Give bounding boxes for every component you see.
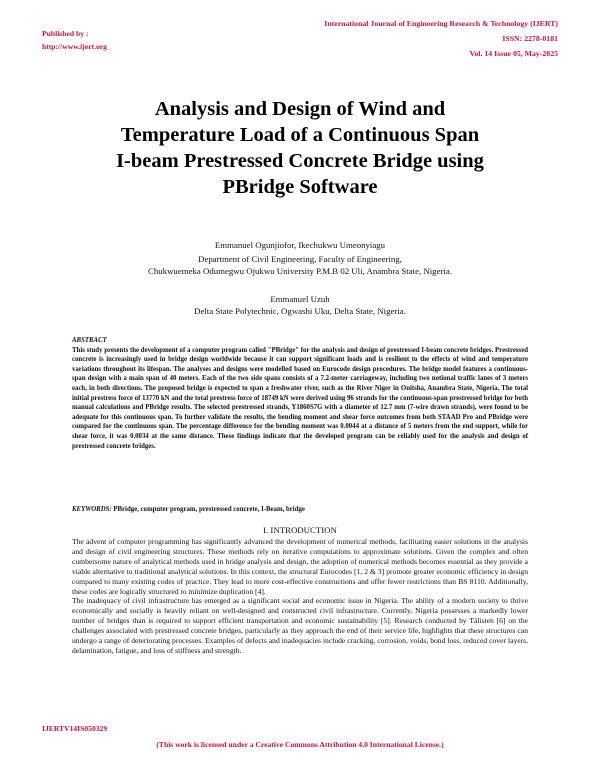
author-university-2: Delta State Polytechnic, Ogwashi Uku, Delta State, Nigeria. <box>194 306 406 316</box>
author-names-1: Emmanuel Ogunjiofor, Ikechukwu Umeonyiagu <box>214 240 386 250</box>
paragraph: The advent of computer programming has significantly advanced the development of numerical methods, facilitating easier solutions in the analysis and design of civil engineering structures. These methods rely on iterative computations to approximate solutions. Given the complex and often cumbersome nature of analytical methods used in bridge analysis and design, the adoption of numerical methods becomes essential as they provide a viable alternative to traditional analytical solutions. In this context, the structural Eurocodes [1, 2 & 3] promote greater economic efficiency in design compared to many existing codes of practice. They lead to more cost-effective constructions and offer fewer restrictions than BS 8110. Additionally, these codes are logically structured to minimize duplication [4]. <box>72 537 528 596</box>
author-university-1: Chukwuemeka Odumegwu Ojukwu University P.M.B 02 Uli, Anambra State, Nigeria. <box>148 266 452 276</box>
title-line: Temperature Load of a Continuous Span <box>120 124 480 146</box>
paper-title <box>60 96 540 200</box>
author-names-2: Emmanuel Uzuh <box>270 294 330 304</box>
journal-name: International Journal of Engineering Research & Technology (IJERT) <box>324 19 558 28</box>
abstract-text: This study presents the development of a computer program called "PBridge" for the analysis and design of prestressed I-beam concrete bridges. Prestressed concrete is increasingly used in bridge design worldwide because it can support significant loads and is resilient to the effects of wind and temperature variations throughout its lifespan. The analyses and designs were modelled based on Eurocode design procedures. The bridge model features a continuous-span design with a main span of 40 meters. Each of the two side spans consists of a 7.2-meter carriageway, including two notional traffic lanes of 3 meters each, in both directions. The proposed bridge is expected to span a freshwater river, such as the River Niger in Onitsha, Anambra State, Nigeria. The total initial prestress force of 13770 kN and the total prestress force of 18749 kN were derived using 96 strands for the continuous-span prestressed bridge for both manual calculations and PBridge results. The selected prestressed strands, Y1860S7G with a diameter of 12.7 mm (7-wire drawn strands), were found to be adequate for this continuous span. To further validate the results, the bending moment and shear force outcomes from both STAAD Pro and PBridge were compared for the continuous span. The percentage difference for the bending moment was 0.0044 at a distance of 5 meters from the end support, while for shear force, it was 0.0034 at the same distance. These findings indicate that the developed program can be reliably used for the analysis and design of prestressed concrete bridges. <box>72 346 528 450</box>
keywords-text: PBridge, computer program, prestressed concrete, I-Beam, bridge <box>111 506 305 513</box>
abstract <box>72 336 528 451</box>
author-block-2 <box>60 293 540 317</box>
keywords-label: KEYWORDS: <box>72 506 112 513</box>
paper-id: IJERTV14IS050329 <box>42 724 108 733</box>
journal-block <box>324 16 558 61</box>
license-notice: (This work is licensed under a Creative Commons Attribution 4.0 International License.) <box>156 740 444 749</box>
section-heading: I. INTRODUCTION <box>263 525 337 535</box>
volume-issue: Vol. 14 Issue 05, May-2025 <box>469 49 558 58</box>
publisher-block <box>42 27 107 53</box>
author-block-1 <box>60 239 540 277</box>
title-line: Analysis and Design of Wind and <box>154 98 446 120</box>
author-department-1: Department of Civil Engineering, Faculty of Engineering, <box>198 254 402 264</box>
published-by-label: Published by : <box>42 29 89 38</box>
title-line: PBridge Software <box>222 176 378 198</box>
introduction-body <box>72 537 528 656</box>
title-line: I-beam Prestressed Concrete Bridge using <box>116 150 484 172</box>
publisher-url-link[interactable]: http://www.ijert.org <box>42 42 107 51</box>
keywords <box>72 506 528 513</box>
abstract-label: ABSTRACT <box>72 337 107 344</box>
issn: ISSN: 2278-0181 <box>502 34 558 43</box>
paragraph: The inadequacy of civil infrastructure has emerged as a significant social and economic issue in Nigeria. The ability of a modern society to thrive economically and socially is heavily reliant on well-designed and constructed civil infrastructure. Currently, Nigeria possesses a markedly lower number of bridges than is required to support efficient transportation and economic sustainability [5]. Research conducted by Tälisten [6] on the challenges associated with prestressed concrete bridges, particularly as they approach the end of their service life, highlights that these structures can undergo a range of deteriorating processes. Examples of defects and inadequacies include cracking, corrosion, voids, bond loss, reduced cover layers, delamination, fatigue, and loss of stiffness and strength. <box>72 596 528 655</box>
